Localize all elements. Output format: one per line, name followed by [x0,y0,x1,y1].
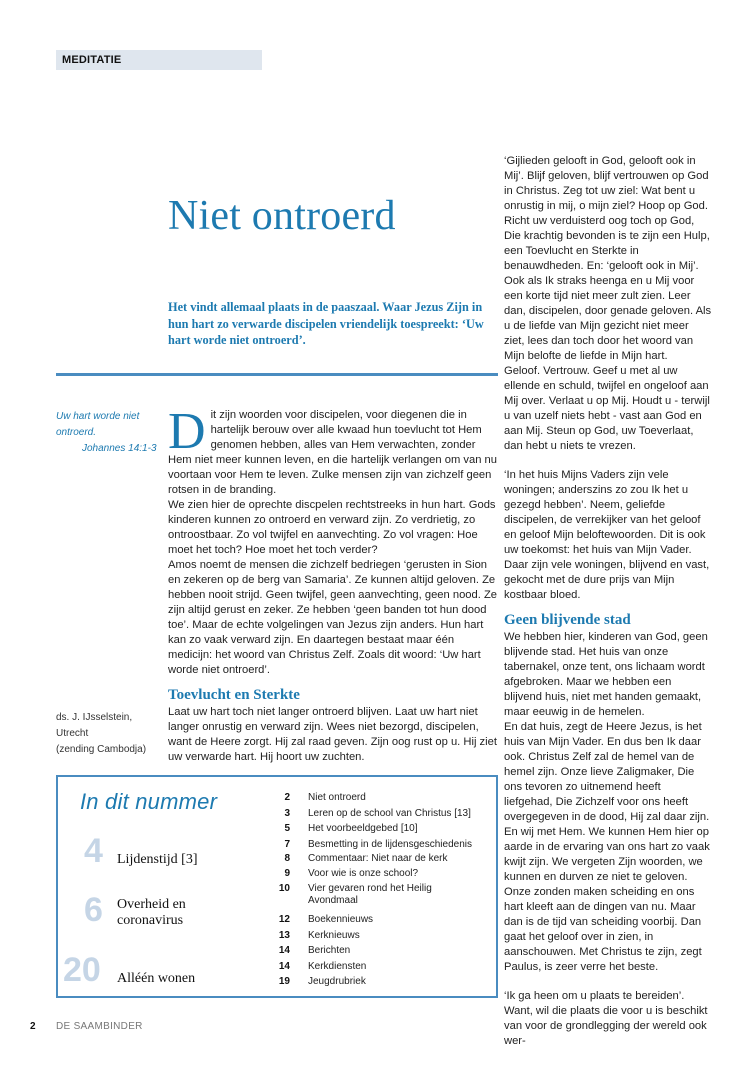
toc-page-number: 8 [284,853,290,864]
article-column-2 [504,154,712,1049]
paragraph: ‘Ik ga heen om u plaats te bereiden’. Want, wil die plaats die voor u is beschikt van voor de grondlegging der wereld ook wer- [504,990,708,1047]
toc-page-number: 13 [278,930,290,941]
drop-cap: D [168,403,206,460]
article-lead: Het vindt allemaal plaats in de paaszaal. Waar Jezus Zijn in hun hart zo verwarde discipelen vriendelijk toespreekt: ‘Uw hart worde niet ontroerd’. [168,300,484,347]
quote-reference: Johannes 14:1-3 [82,443,157,454]
toc-item-title: Kerkdiensten [308,961,367,972]
publication-name: DE SAAMBINDER [56,1021,143,1032]
feature-title[interactable]: Overheid en coronavirus [117,897,186,928]
author-place: Utrecht [56,728,89,739]
toc-page-number: 14 [278,961,290,972]
toc-item-title: Leren op de school van Christus [13] [308,808,471,819]
toc-page-number: 12 [278,914,290,925]
toc-item[interactable] [270,883,500,913]
paragraph: Amos noemt de mensen die zichzelf bedriegen ‘gerusten in Sion en zekeren op de berg van Samaria’. Ze kunnen altijd geloven. Ze hebben nooit strijd. Geen twijfel, geen aanvechting, geen nood. Ze zijn altijd gerust en zeker. Ze hebben ‘geen banden tot hun dood toe’. Maar de echte volgelingen van Jezus zijn anders. Hun hart kan zo vaak verward zijn. En daartegen bestaat maar één medicijn: het woord van Christus Zelf. Zoals dit woord: ‘Uw hart worde niet ontroerd’. [168,559,498,676]
toc-item-title: Niet ontroerd [308,792,366,803]
toc-page-number: 7 [284,839,290,850]
page-number: 2 [30,1021,36,1032]
toc-heading: In dit nummer [80,789,218,814]
toc-item-title: Jeugdrubriek [308,976,366,987]
author-info [56,710,164,758]
article-column-1 [168,403,498,765]
article-title: Niet ontroerd [168,193,396,239]
paragraph: Geloof. Vertrouw. Geef u met al uw ellende en schuld, twijfel en ongeloof aan Mij over. Verlaat u op Mij. Houdt u - terwijl u van uzelf niets hebt - vast aan God en aan Mij. Steun op God, uw Toeverlaat, dan hebt u niets te vrezen. [504,365,710,452]
toc-item-title: Berichten [308,945,351,956]
toc-item-title: Boekennieuws [308,914,374,925]
toc-page-number: 9 [284,868,290,879]
paragraph: ‘Gijlieden gelooft in God, gelooft ook in Mij’. Blijf geloven, blijf vertrouwen op God in Christus. Zeg tot uw ziel: Wat bent u onrustig in mij, o mijn ziel? Hoop op God. Richt uw verduisterd oog toch op God, Die krachtig bevonden is te zijn een Hulp, een Toevlucht en Sterkte in benauwdheden. En: ‘gelooft ook in Mij’. Ook als Ik straks heenga en u Mij voor een korte tijd niet meer zult zien. Leer dan, discipelen, door genade geloven. Als u de liefde van Mijn gezicht niet meer ziet, lees dan toch door het woord van Mijn belofte de liefde in Mijn hart. [504,155,712,362]
quote-text: Uw hart worde niet ontroerd. [56,411,140,438]
toc-page-number: 14 [278,945,290,956]
toc-page-number: 19 [278,976,290,987]
toc-page-number: 10 [278,883,290,894]
paragraph: En dat huis, zegt de Heere Jezus, is het huis van Mijn Vader. En dus ben Ik daar ook. Christus Zelf zal de hemel van de hemel zijn. Onze lieve Zaligmaker, Die ons tevoren zo uitnemend heeft liefgehad, Die Zichzelf voor ons heeft overgegeven in de dood, Hij zal daar zijn. En wij met Hem. We kunnen Hem hier op aarde in de ervaring van ons hart zo vaak kwijt zijn. We vergeten Zijn woorden, we kunnen en durven ze niet te geloven. Onze zonden maken scheiding en ons hart kleeft aan de dingen van nu. Maar dan is de tijd van scheiding voorbij. Dan gaat het geloof over in zien, in aanschouwen. Met Christus te zijn, zegt Paulus, is zeer verre het beste. [504,721,710,973]
paragraph: We zien hier de oprechte discpelen rechtstreeks in hun hart. Gods kinderen kunnen zo ontroerd en verward zijn. Zo verdrietig, zo ontroostbaar. Zo vol twijfel en aanvechting. Zo vol vragen: Hoe moet het toch? Hoe moet het toch verder? [168,499,496,556]
author-note: (zending Cambodja) [56,744,147,755]
subheading: Geen blijvende stad [504,612,631,628]
toc-item-title: Besmetting in de lijdensgeschiedenis [308,839,472,850]
paragraph: Laat uw hart toch niet langer ontroerd blijven. Laat uw hart niet langer onrustig en verward zijn. Wees niet bezorgd, discipelen, want de Heere zorgt. Hij zal raad geven. Zijn oog rust op u. Hij ziet uw verwarde hart. Hij hoort uw zuchten. [168,706,497,763]
sidebar-quote [56,409,164,457]
toc-page-number: 3 [284,808,290,819]
feature-title[interactable]: Alléén wonen [117,971,196,986]
title-divider [56,373,498,376]
toc-item-title: Commentaar: Niet naar de kerk [308,853,448,864]
feature-number: 20 [63,951,101,989]
toc-item-title: Kerknieuws [308,930,360,941]
feature-title[interactable]: Lijdenstijd [3] [117,852,198,867]
toc-item-title: Voor wie is onze school? [308,868,419,879]
section-tag: MEDITATIE [56,50,262,70]
toc-item-title: Vier gevaren rond het Heilig Avondmaal [308,883,432,906]
toc-page-number: 2 [284,792,290,803]
paragraph: We hebben hier, kinderen van God, geen blijvende stad. Het huis van onze tabernakel, onze tent, ons lichaam wordt afgebroken. Maar we hebben een blijvend huis, niet met handen gemaakt, maar eeuwig in de hemelen. [504,631,708,718]
feature-number: 6 [84,891,103,929]
subheading: Toevlucht en Sterkte [168,687,300,703]
toc-item-title: Het voorbeeldgebed [10] [308,823,418,834]
feature-number: 4 [84,832,103,870]
paragraph: Dit zijn woorden voor discipelen, voor diegenen die in hartelijk berouw over alle kwaad hun toevlucht tot Hem genomen hebben, alles van Hem verwachten, zonder Hem niet meer kunnen leven, en die hartelijk verlangen om van nu voortaan voor Hem te leven. Zulke mensen zijn van zichzelf geen rotsen in de branding. [168,403,497,496]
author-name: ds. J. IJsselstein, [56,712,133,723]
paragraph: ‘In het huis Mijns Vaders zijn vele woningen; anderszins zo zou Ik het u gezegd hebben’. Neem, geliefde discipelen, de verrekijker van het geloof en geloof Mijn beloftewoorden. Dit is ook uw toekomst: het huis van Mijn Vader. Daar zijn vele woningen, blijvend en vast, gekocht met de dure prijs van Mijn kostbaar bloed. [504,469,710,601]
toc-page-number: 5 [284,823,290,834]
